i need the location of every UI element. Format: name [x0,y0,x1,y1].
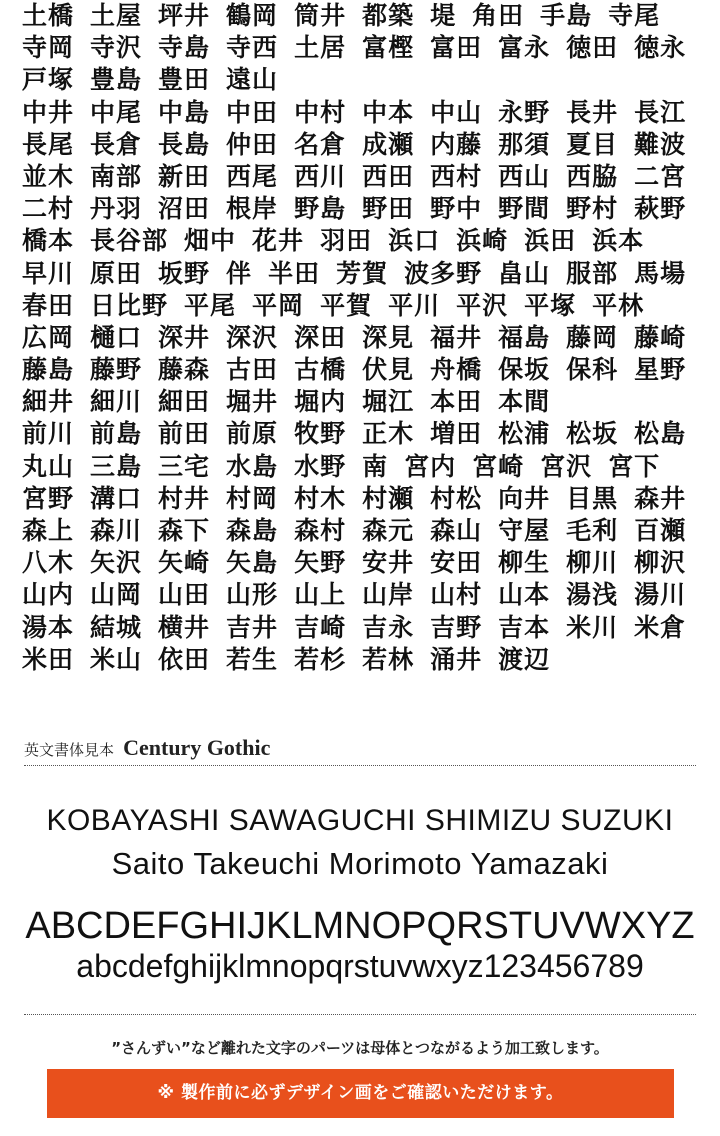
surname-sample: 涌井 [430,644,483,674]
surname-sample: 伴 [226,258,253,288]
surname-sample: 波多野 [404,258,483,288]
surname-sample: 森井 [634,483,687,513]
surname-sample: 前田 [158,419,211,449]
surname-sample: 前川 [22,419,75,449]
surname-sample: 正木 [362,419,415,449]
surname-sample: 名倉 [294,129,347,159]
surname-sample: 野村 [566,194,619,224]
name-row [22,547,702,579]
surname-sample: 長島 [158,129,211,159]
surname-sample: 野田 [362,194,415,224]
surname-sample: 平沢 [456,290,509,320]
surname-sample: 藤森 [158,355,211,385]
surname-sample: 平川 [388,290,441,320]
surname-sample: 細川 [90,387,143,417]
dotted-divider [24,1014,696,1015]
surname-sample: 保坂 [498,355,551,385]
surname-sample: 宮崎 [472,451,525,481]
name-row [22,290,702,322]
surname-sample: 早川 [22,258,75,288]
surname-sample: 富樫 [362,33,415,63]
surname-sample: 半田 [268,258,321,288]
name-row [22,354,702,386]
surname-sample: 南部 [90,161,143,191]
surname-sample: 長谷部 [90,226,169,256]
surname-sample: 柳生 [498,548,551,578]
surname-sample: 中尾 [90,97,143,127]
surname-sample: 星野 [634,355,687,385]
surname-sample: 芳賀 [336,258,389,288]
surname-sample: 宮内 [404,451,457,481]
surname-sample: 藤島 [22,355,75,385]
surname-sample: 都築 [362,1,415,30]
surname-sample: 新田 [158,161,211,191]
name-row [22,129,702,161]
surname-sample: 平塚 [524,290,577,320]
surname-sample: 溝口 [90,483,143,513]
surname-sample: 向井 [498,483,551,513]
surname-sample: 戸塚 [22,65,75,95]
surname-sample: 手島 [540,1,593,30]
surname-sample: 山形 [226,580,279,610]
surname-sample: 伏見 [362,355,415,385]
surname-sample: 丸山 [22,451,75,481]
surname-sample: 湯本 [22,612,75,642]
surname-sample: 萩野 [634,194,687,224]
surname-sample: 古橋 [294,355,347,385]
surname-sample: 平林 [592,290,645,320]
surname-sample: 湯浅 [566,580,619,610]
surname-sample: 豊田 [158,65,211,95]
surname-sample: 渡辺 [498,644,551,674]
surname-sample: 土居 [294,33,347,63]
surname-sample: 内藤 [430,129,483,159]
surname-sample: 角田 [472,1,525,30]
surname-sample: 中島 [158,97,211,127]
name-row [22,612,702,644]
name-row [22,97,702,129]
surname-sample: 若杉 [294,644,347,674]
surname-sample: 古田 [226,355,279,385]
surname-sample: 日比野 [90,290,169,320]
lowercase-alphabet-digits-sample: abcdefghijklmnopqrstuvwxyz123456789 [76,948,644,984]
surname-sample: 原田 [90,258,143,288]
surname-sample: 米田 [22,644,75,674]
surname-sample: 若生 [226,644,279,674]
surname-sample: 深沢 [226,322,279,352]
surname-sample: 依田 [158,644,211,674]
name-row [22,515,702,547]
surname-sample: 福島 [498,322,551,352]
surname-sample: 柳川 [566,548,619,578]
surname-sample: 平尾 [184,290,237,320]
kanji-name-sample-list [22,0,702,676]
surname-sample: 湯川 [634,580,687,610]
surname-sample: 長倉 [90,129,143,159]
surname-sample: 結城 [90,612,143,642]
surname-sample: 堀井 [226,387,279,417]
surname-sample: 森上 [22,516,75,545]
surname-sample: 堀江 [362,387,415,417]
surname-sample: 根岸 [226,194,279,224]
surname-sample: 寺島 [158,33,211,63]
surname-sample: 矢島 [226,548,279,578]
surname-sample: 浜口 [388,226,441,256]
surname-sample: 浜崎 [456,226,509,256]
surname-sample: 中井 [22,97,75,127]
surname-sample: 宮沢 [540,451,593,481]
english-font-section-heading [24,735,696,766]
surname-sample: 増田 [430,419,483,449]
surname-sample: 深見 [362,322,415,352]
surname-sample: 野間 [498,194,551,224]
surname-sample: 深井 [158,322,211,352]
name-row [22,386,702,418]
section-label: 英文書体見本 [24,741,115,759]
surname-sample: 長尾 [22,129,75,159]
surname-sample: 松坂 [566,419,619,449]
surname-sample: 八木 [22,548,75,578]
surname-sample: 森下 [158,516,211,545]
surname-sample: 広岡 [22,322,75,352]
surname-sample: 矢崎 [158,548,211,578]
surname-sample: 並木 [22,161,75,191]
surname-sample: 二村 [22,194,75,224]
name-row [22,483,702,515]
surname-sample: 土橋 [22,1,75,30]
surname-sample: 前原 [226,419,279,449]
surname-sample: 南 [362,451,389,481]
surname-sample: 山上 [294,580,347,610]
surname-sample: 前島 [90,419,143,449]
surname-sample: 畑中 [184,226,237,256]
surname-sample: 山内 [22,580,75,610]
processing-note: ”さんずい”など離れた文字のパーツは母体とつながるよう加工致します。 [111,1039,609,1057]
surname-sample: 長江 [634,97,687,127]
surname-sample: 浜本 [592,226,645,256]
surname-sample: 丹羽 [90,194,143,224]
font-name: Century Gothic [123,735,271,760]
surname-sample: 豊島 [90,65,143,95]
surname-sample: 難波 [634,129,687,159]
surname-sample: 村瀬 [362,483,415,513]
surname-sample: 矢沢 [90,548,143,578]
surname-sample: 寺西 [226,33,279,63]
uppercase-alphabet-sample: ABCDEFGHIJKLMNOPQRSTUVWXYZ [25,905,695,947]
surname-sample: 松浦 [498,419,551,449]
surname-sample: 長井 [566,97,619,127]
surname-sample: 山岡 [90,580,143,610]
surname-sample: 畠山 [498,258,551,288]
surname-sample: 遠山 [226,65,279,95]
surname-sample: 西山 [498,161,551,191]
surname-sample: 西川 [294,161,347,191]
surname-sample: 春田 [22,290,75,320]
surname-sample: 徳田 [566,33,619,63]
surname-sample: 毛利 [566,516,619,545]
surname-sample: 富永 [498,33,551,63]
surname-sample: 細井 [22,387,75,417]
surname-sample: 森川 [90,516,143,545]
name-row [22,322,702,354]
surname-sample: 西田 [362,161,415,191]
surname-sample: 服部 [566,258,619,288]
surname-sample: 那須 [498,129,551,159]
surname-sample: 藤岡 [566,322,619,352]
surname-sample: 平岡 [252,290,305,320]
surname-sample: 中田 [226,97,279,127]
uppercase-name-sample: KOBAYASHI SAWAGUCHI SHIMIZU SUZUKI [46,804,674,837]
surname-sample: 寺沢 [90,33,143,63]
surname-sample: 守屋 [498,516,551,545]
surname-sample: 吉野 [430,612,483,642]
surname-sample: 横井 [158,612,211,642]
surname-sample: 土屋 [90,1,143,30]
name-row [22,193,702,225]
surname-sample: 深田 [294,322,347,352]
surname-sample: 浜田 [524,226,577,256]
surname-sample: 米倉 [634,612,687,642]
name-row [22,161,702,193]
name-row [22,64,702,96]
surname-sample: 寺尾 [608,1,661,30]
surname-sample: 西脇 [566,161,619,191]
surname-sample: 羽田 [320,226,373,256]
surname-sample: 藤野 [90,355,143,385]
surname-sample: 安田 [430,548,483,578]
mixed-case-name-sample: Saito Takeuchi Morimoto Yamazaki [111,846,609,881]
surname-sample: 三宅 [158,451,211,481]
surname-sample: 花井 [252,226,305,256]
surname-sample: 寺岡 [22,33,75,63]
surname-sample: 山村 [430,580,483,610]
surname-sample: 吉井 [226,612,279,642]
surname-sample: 鶴岡 [226,1,279,30]
surname-sample: 徳永 [634,33,687,63]
surname-sample: 宮下 [608,451,661,481]
surname-sample: 安井 [362,548,415,578]
surname-sample: 西尾 [226,161,279,191]
surname-sample: 山岸 [362,580,415,610]
surname-sample: 坂野 [158,258,211,288]
surname-sample: 堤 [430,1,457,30]
surname-sample: 牧野 [294,419,347,449]
name-row [22,579,702,611]
surname-sample: 筒井 [294,1,347,30]
surname-sample: 山本 [498,580,551,610]
surname-sample: 細田 [158,387,211,417]
surname-sample: 橋本 [22,226,75,256]
surname-sample: 森島 [226,516,279,545]
name-row [22,451,702,483]
surname-sample: 中山 [430,97,483,127]
surname-sample: 水野 [294,451,347,481]
surname-sample: 坪井 [158,1,211,30]
surname-sample: 堀内 [294,387,347,417]
surname-sample: 水島 [226,451,279,481]
surname-sample: 吉崎 [294,612,347,642]
surname-sample: 馬場 [634,258,687,288]
surname-sample: 森山 [430,516,483,545]
surname-sample: 夏目 [566,129,619,159]
surname-sample: 村岡 [226,483,279,513]
surname-sample: 成瀬 [362,129,415,159]
surname-sample: 中村 [294,97,347,127]
surname-sample: 福井 [430,322,483,352]
surname-sample: 中本 [362,97,415,127]
surname-sample: 本間 [498,387,551,417]
surname-sample: 本田 [430,387,483,417]
surname-sample: 百瀬 [634,516,687,545]
surname-sample: 保科 [566,355,619,385]
surname-sample: 村井 [158,483,211,513]
surname-sample: 富田 [430,33,483,63]
name-row [22,644,702,676]
surname-sample: 村松 [430,483,483,513]
surname-sample: 三島 [90,451,143,481]
surname-sample: 二宮 [634,161,687,191]
surname-sample: 矢野 [294,548,347,578]
surname-sample: 松島 [634,419,687,449]
surname-sample: 野中 [430,194,483,224]
surname-sample: 米川 [566,612,619,642]
surname-sample: 藤崎 [634,322,687,352]
surname-sample: 柳沢 [634,548,687,578]
surname-sample: 野島 [294,194,347,224]
surname-sample: 舟橋 [430,355,483,385]
surname-sample: 米山 [90,644,143,674]
surname-sample: 宮野 [22,483,75,513]
surname-sample: 村木 [294,483,347,513]
surname-sample: 森村 [294,516,347,545]
surname-sample: 平賀 [320,290,373,320]
name-row [22,258,702,290]
name-row [22,0,702,32]
surname-sample: 吉永 [362,612,415,642]
surname-sample: 仲田 [226,129,279,159]
surname-sample: 若林 [362,644,415,674]
surname-sample: 樋口 [90,322,143,352]
surname-sample: 森元 [362,516,415,545]
surname-sample: 永野 [498,97,551,127]
surname-sample: 吉本 [498,612,551,642]
design-confirmation-banner: ※ 製作前に必ずデザイン画をご確認いただけます。 [47,1069,674,1118]
surname-sample: 目黒 [566,483,619,513]
name-row [22,225,702,257]
name-row [22,418,702,450]
name-row [22,32,702,64]
surname-sample: 山田 [158,580,211,610]
surname-sample: 沼田 [158,194,211,224]
surname-sample: 西村 [430,161,483,191]
